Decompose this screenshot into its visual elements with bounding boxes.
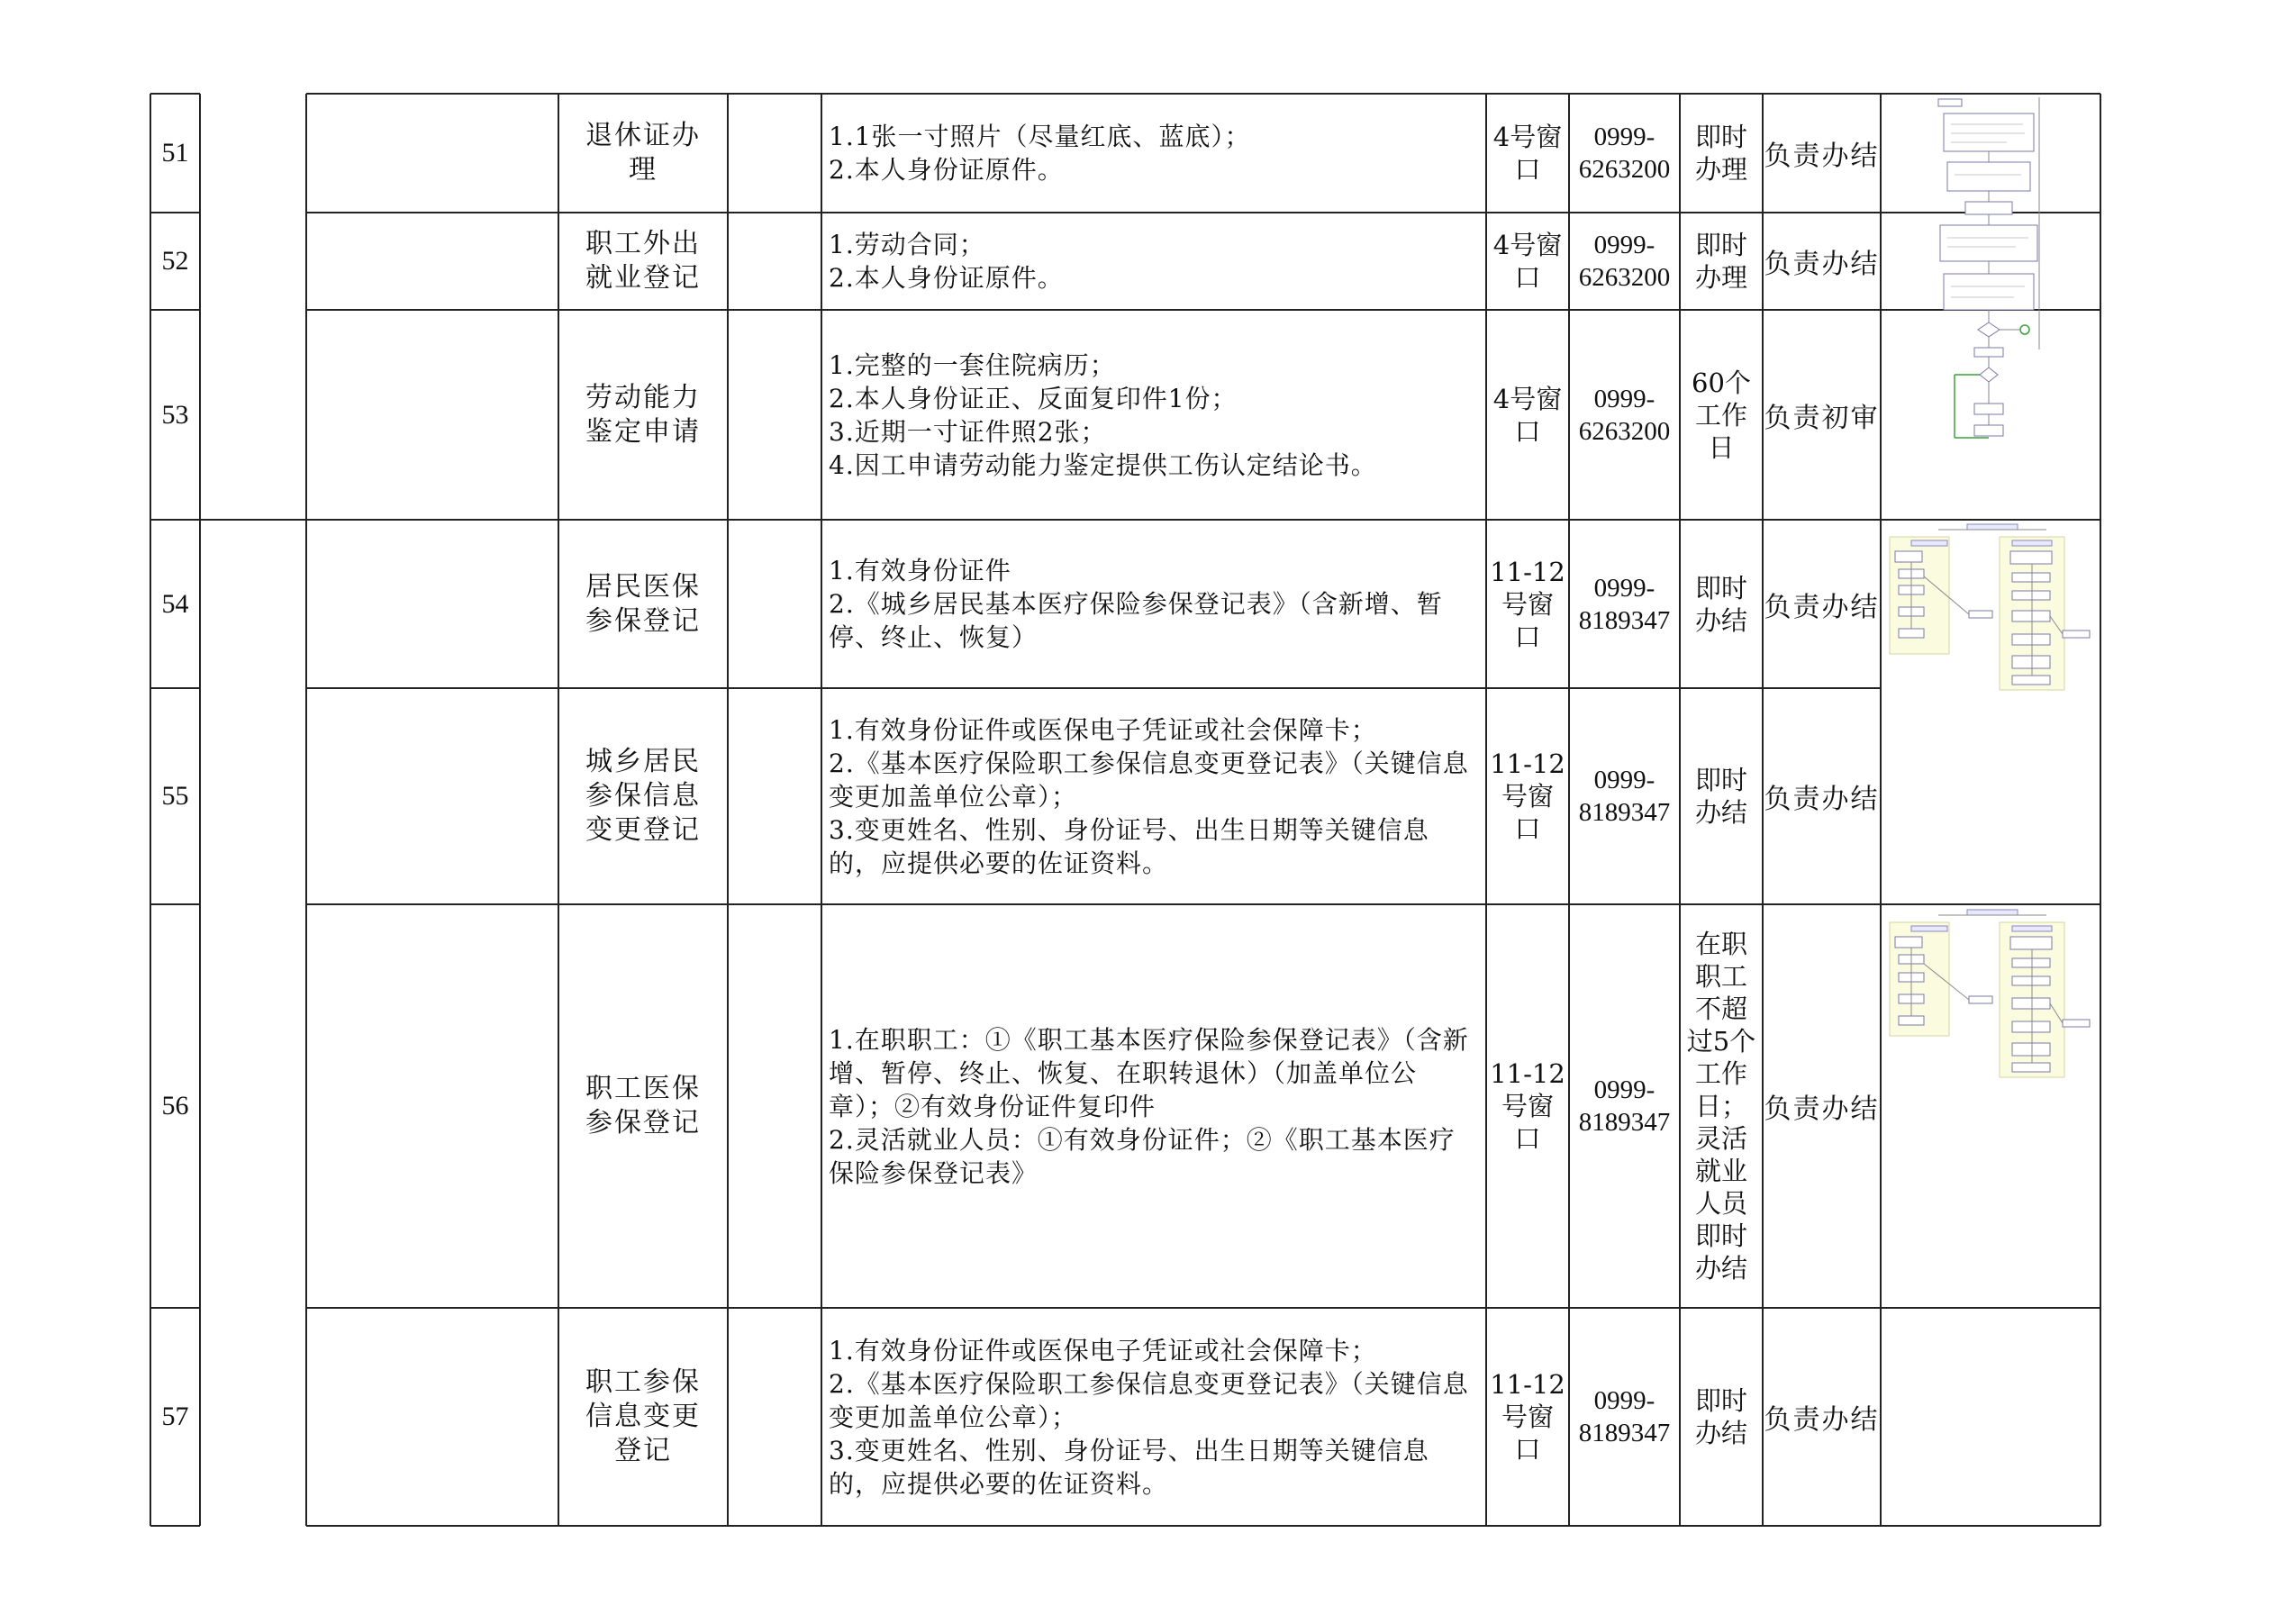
contact-phone: 0999- 6263200 <box>1578 231 1671 292</box>
required-materials: 1.有效身份证件或医保电子凭证或社会保障卡； 2.《基本医疗保险职工参保信息变更登记表》（关键信息变更加盖单位公章）； 3.变更姓名、性别、身份证号、出生日期等关键信息的，应提供必要的佐证资料。 <box>829 1335 1469 1499</box>
contact-phone: 0999- 8189347 <box>1578 573 1671 635</box>
service-window: 11-12号窗口 <box>1490 556 1565 652</box>
time-limit: 60个工作日 <box>1692 367 1751 463</box>
required-materials: 1.完整的一套住院病历； 2.本人身份证正、反面复印件1份； 3.近期一寸证件照2张； 4.因工申请劳动能力鉴定提供工伤认定结论书。 <box>829 349 1377 480</box>
contact-phone: 0999- 8189347 <box>1578 1386 1671 1447</box>
required-materials: 1.有效身份证件或医保电子凭证或社会保障卡； 2.《基本医疗保险职工参保信息变更登记表》（关键信息变更加盖单位公章）； 3.变更姓名、性别、身份证号、出生日期等关键信息的，应提供必要的佐证资料。 <box>829 714 1469 878</box>
responsibility: 负责办结 <box>1764 784 1880 815</box>
item-name: 居民医保参保登记 <box>585 570 701 637</box>
row-number: 54 <box>161 588 189 619</box>
item-name: 城乡居民参保信息变更登记 <box>585 746 701 846</box>
time-limit: 即时办结 <box>1694 765 1747 828</box>
responsibility: 负责办结 <box>1764 1093 1880 1125</box>
service-window: 11-12号窗口 <box>1490 1369 1565 1465</box>
time-limit: 在职职工不超过5个工作日；灵活就业人员即时办结 <box>1686 929 1756 1284</box>
row-number: 55 <box>161 781 189 811</box>
row-number: 57 <box>161 1402 189 1431</box>
flowchart-thumbnail-icon <box>1884 522 2097 694</box>
service-window: 11-12号窗口 <box>1490 748 1565 844</box>
item-name: 职工参保信息变更登记 <box>585 1366 701 1466</box>
row-number: 56 <box>161 1091 189 1120</box>
required-materials: 1.劳动合同； 2.本人身份证原件。 <box>829 230 1064 293</box>
required-materials: 1.在职职工：①《职工基本医疗保险参保登记表》（含新增、暂停、终止、恢复、在职转退休）（加盖单位公章）；②有效身份证件复印件 2.灵活就业人员：①有效身份证件；②《职工基本医疗保险参保登记表》 <box>829 1024 1469 1188</box>
contact-phone: 0999- 8189347 <box>1578 1075 1671 1137</box>
row-number: 53 <box>161 399 189 430</box>
item-name: 退休证办理 <box>585 120 701 186</box>
flowchart-thumbnail-icon <box>1884 908 2097 1079</box>
time-limit: 即时办结 <box>1694 572 1747 636</box>
contact-phone: 0999- 6263200 <box>1578 384 1671 446</box>
responsibility: 负责办结 <box>1764 1404 1880 1436</box>
service-window: 4号窗口 <box>1492 383 1563 447</box>
required-materials: 1.1张一寸照片（尽量红底、蓝底）； 2.本人身份证原件。 <box>829 122 1251 185</box>
contact-phone: 0999- 6263200 <box>1578 122 1671 184</box>
service-window: 11-12号窗口 <box>1490 1058 1565 1154</box>
time-limit: 即时办理 <box>1694 122 1747 185</box>
service-window: 4号窗口 <box>1492 230 1563 293</box>
item-name: 职工外出就业登记 <box>585 228 701 294</box>
responsibility: 负责办结 <box>1764 591 1880 623</box>
service-window: 4号窗口 <box>1492 122 1563 185</box>
responsibility: 负责办结 <box>1764 249 1880 280</box>
time-limit: 即时办结 <box>1694 1385 1747 1448</box>
row-number: 51 <box>161 138 189 168</box>
item-name: 劳动能力鉴定申请 <box>585 381 701 448</box>
contact-phone: 0999- 8189347 <box>1578 766 1671 827</box>
time-limit: 即时办理 <box>1694 230 1747 293</box>
required-materials: 1.有效身份证件 2.《城乡居民基本医疗保险参保登记表》（含新增、暂停、终止、恢复） <box>829 556 1443 652</box>
responsibility: 负责办结 <box>1764 141 1880 172</box>
item-name: 职工医保参保登记 <box>585 1073 701 1139</box>
row-number: 52 <box>161 246 189 276</box>
flowchart-thumbnail-icon <box>1935 97 2045 447</box>
responsibility: 负责初审 <box>1764 402 1880 434</box>
